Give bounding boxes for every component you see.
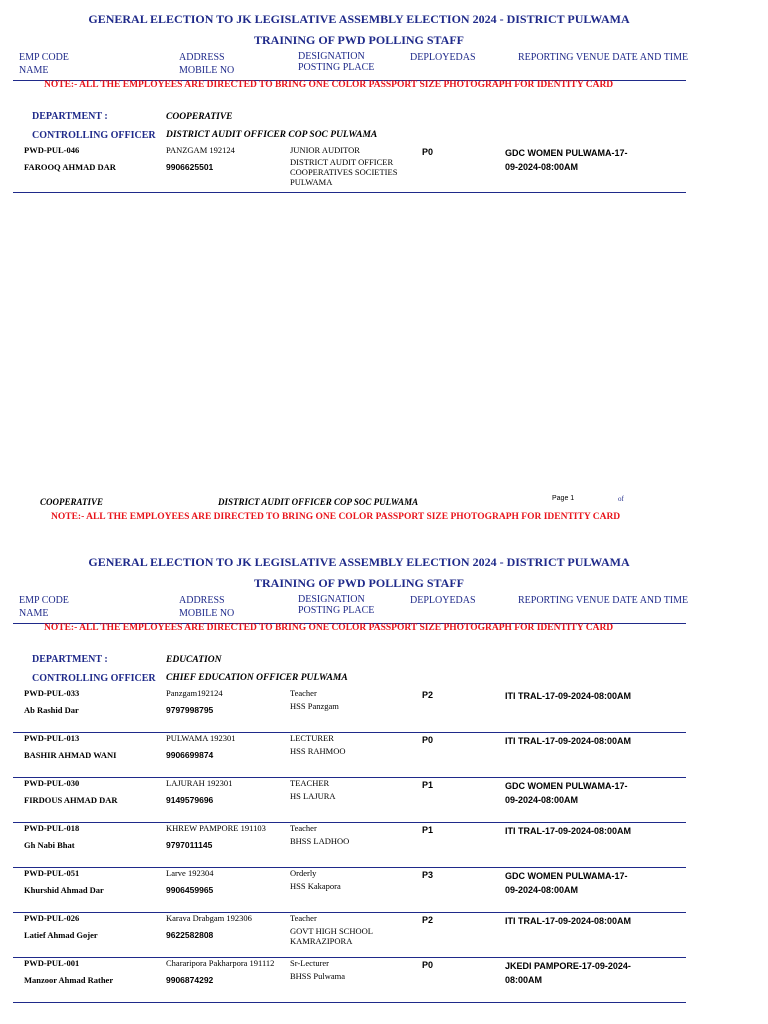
emp-venue: JKEDI PAMPORE-17-09-2024-08:00AM (505, 961, 631, 985)
row-divider (13, 1002, 686, 1003)
page-subtitle: TRAINING OF PWD POLLING STAFF (253, 576, 464, 590)
emp-designation: Sr-Lecturer (290, 958, 330, 968)
emp-deployed: P3 (422, 870, 434, 880)
row-divider (13, 192, 686, 193)
emp-posting: HSS RAHMOO (290, 746, 346, 756)
department-label: DEPARTMENT : (32, 111, 108, 122)
note-text: NOTE:- ALL THE EMPLOYEES ARE DIRECTED TO BRING ONE COLOR PASSPORT SIZE PHOTOGRAPH FOR IDENTITY CARD (44, 80, 614, 90)
footer-note: NOTE:- ALL THE EMPLOYEES ARE DIRECTED TO BRING ONE COLOR PASSPORT SIZE PHOTOGRAPH FOR IDENTITY CARD (51, 512, 621, 522)
header-venue: REPORTING VENUE DATE AND TIME (518, 595, 689, 606)
header-deployed: DEPLOYEDAS (410, 52, 476, 63)
emp-mobile: 9906625501 (166, 162, 214, 172)
header-address: ADDRESS (179, 595, 225, 606)
header-designation: DESIGNATION (298, 51, 365, 62)
emp-code: PWD-PUL-046 (24, 145, 80, 155)
header-designation: DESIGNATION (298, 594, 365, 605)
emp-deployed: P0 (422, 735, 434, 745)
emp-designation: Orderly (290, 868, 317, 878)
row-divider (13, 777, 686, 778)
emp-address: Panzgam192124 (166, 688, 223, 698)
emp-address: LAJURAH 192301 (166, 778, 233, 788)
row-divider (13, 912, 686, 913)
emp-deployed: P1 (422, 780, 434, 790)
emp-name: Khurshid Ahmad Dar (24, 885, 104, 895)
emp-address: KHREW PAMPORE 191103 (166, 823, 266, 833)
header-posting: POSTING PLACE (298, 62, 375, 73)
emp-name: FAROOQ AHMAD DAR (24, 162, 116, 172)
note-text: NOTE:- ALL THE EMPLOYEES ARE DIRECTED TO BRING ONE COLOR PASSPORT SIZE PHOTOGRAPH FOR IDENTITY CARD (44, 623, 614, 633)
emp-name: Manzoor Ahmad Rather (24, 975, 114, 985)
department-value: COOPERATIVE (166, 112, 233, 122)
controlling-officer-value: CHIEF EDUCATION OFFICER PULWAMA (166, 673, 348, 683)
emp-name: FIRDOUS AHMAD DAR (24, 795, 118, 805)
header-deployed: DEPLOYEDAS (410, 595, 476, 606)
page-of: of (618, 495, 624, 503)
emp-name: BASHIR AHMAD WANI (24, 750, 117, 760)
emp-name: Gh Nabi Bhat (24, 840, 75, 850)
emp-mobile: 9622582808 (166, 930, 214, 940)
emp-deployed: P1 (422, 825, 434, 835)
emp-name: Latief Ahmad Gojer (24, 930, 98, 940)
controlling-officer-label: CONTROLLING OFFICER (32, 673, 156, 684)
emp-code: PWD-PUL-018 (24, 823, 80, 833)
emp-code: PWD-PUL-001 (24, 958, 80, 968)
emp-posting: HS LAJURA (290, 791, 336, 801)
emp-code: PWD-PUL-026 (24, 913, 80, 923)
emp-mobile: 9149579696 (166, 795, 214, 805)
header-emp-code: EMP CODE (19, 52, 69, 63)
emp-venue: GDC WOMEN PULWAMA-17-09-2024-08:00AM (505, 871, 628, 895)
emp-mobile: 9797998795 (166, 705, 214, 715)
emp-deployed: P2 (422, 690, 434, 700)
emp-posting: BHSS Pulwama (290, 971, 346, 981)
footer-controlling-officer: DISTRICT AUDIT OFFICER COP SOC PULWAMA (218, 497, 419, 507)
emp-posting: HSS Panzgam (290, 701, 339, 711)
emp-designation: Teacher (290, 688, 317, 698)
emp-designation: Teacher (290, 913, 317, 923)
emp-code: PWD-PUL-013 (24, 733, 80, 743)
emp-deployed: P2 (422, 915, 434, 925)
row-divider (13, 957, 686, 958)
emp-venue: GDC WOMEN PULWAMA-17-09-2024-08:00AM (505, 148, 628, 172)
emp-address: Chararipora Pakharpora 191112 (166, 958, 275, 968)
row-divider (13, 822, 686, 823)
emp-venue: ITI TRAL-17-09-2024-08:00AM (505, 691, 632, 701)
emp-venue: ITI TRAL-17-09-2024-08:00AM (505, 826, 632, 836)
header-mobile: MOBILE NO (179, 608, 235, 619)
emp-designation: LECTURER (290, 733, 334, 743)
emp-address: Karava Drabgam 192306 (166, 913, 252, 923)
emp-code: PWD-PUL-051 (24, 868, 80, 878)
emp-mobile: 9906699874 (166, 750, 214, 760)
emp-posting: HSS Kakapora (290, 881, 341, 891)
emp-posting: DISTRICT AUDIT OFFICER COOPERATIVES SOCIETIES PULWAMA (290, 157, 398, 187)
header-address: ADDRESS (179, 52, 225, 63)
emp-address: PULWAMA 192301 (166, 733, 236, 743)
header-emp-code: EMP CODE (19, 595, 69, 606)
emp-posting: BHSS LADHOO (290, 836, 350, 846)
emp-code: PWD-PUL-030 (24, 778, 80, 788)
department-label: DEPARTMENT : (32, 654, 108, 665)
header-venue: REPORTING VENUE DATE AND TIME (518, 52, 689, 63)
header-name: NAME (19, 65, 49, 76)
department-value: EDUCATION (166, 655, 222, 665)
emp-mobile: 9906459965 (166, 885, 214, 895)
emp-mobile: 9906874292 (166, 975, 214, 985)
header-name: NAME (19, 608, 49, 619)
emp-venue: ITI TRAL-17-09-2024-08:00AM (505, 736, 632, 746)
emp-name: Ab Rashid Dar (24, 705, 79, 715)
emp-posting: GOVT HIGH SCHOOL KAMRAZIPORA (290, 926, 373, 946)
emp-designation: Teacher (290, 823, 317, 833)
header-posting: POSTING PLACE (298, 605, 375, 616)
footer-department: COOPERATIVE (40, 497, 104, 507)
row-divider (13, 867, 686, 868)
controlling-officer-label: CONTROLLING OFFICER (32, 130, 156, 141)
page-title: GENERAL ELECTION TO JK LEGISLATIVE ASSEMBLY ELECTION 2024 - DISTRICT PULWAMA (88, 12, 630, 26)
emp-deployed: P0 (422, 960, 434, 970)
emp-address: PANZGAM 192124 (166, 145, 235, 155)
emp-designation: TEACHER (290, 778, 330, 788)
emp-venue: ITI TRAL-17-09-2024-08:00AM (505, 916, 632, 926)
page-number: Page 1 (552, 495, 575, 502)
emp-venue: GDC WOMEN PULWAMA-17-09-2024-08:00AM (505, 781, 628, 805)
page-title: GENERAL ELECTION TO JK LEGISLATIVE ASSEMBLY ELECTION 2024 - DISTRICT PULWAMA (88, 555, 630, 569)
header-mobile: MOBILE NO (179, 65, 235, 76)
emp-designation: JUNIOR AUDITOR (290, 145, 360, 155)
controlling-officer-value: DISTRICT AUDIT OFFICER COP SOC PULWAMA (166, 130, 378, 140)
emp-address: Larve 192304 (166, 868, 214, 878)
row-divider (13, 732, 686, 733)
emp-deployed: P0 (422, 147, 434, 157)
emp-mobile: 9797011145 (166, 840, 213, 850)
emp-code: PWD-PUL-033 (24, 688, 80, 698)
page-subtitle: TRAINING OF PWD POLLING STAFF (253, 33, 464, 47)
